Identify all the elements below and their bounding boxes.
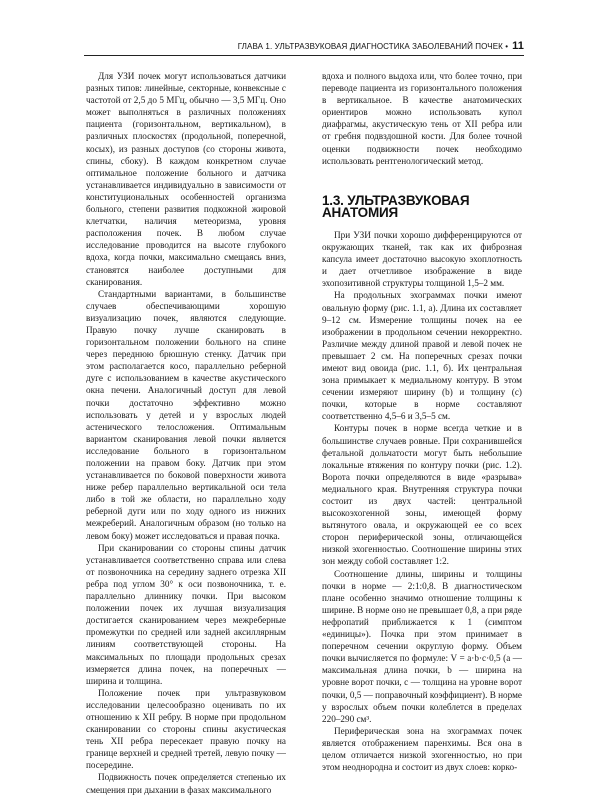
header-rule	[84, 55, 524, 56]
paragraph: Стандартными вариантами, в большинстве случаев обеспечивающими хорошую визуализацию почек, являются следующие. Правую почку лучше сканировать в горизонтальном положении больного на спине через переднюю брюшную стенку. Датчик при этом располагается косо, параллельно реберной дуге с использованием в качестве акустического окна печени. Аналогичный доступ для левой почки достаточно эффективно можно использовать у детей и у взрослых людей астенического телосложения. Оптимальным вариантом сканирования левой почки является исследование больного в горизонтальном положении на правом боку. Датчик при этом устанавливается по боковой поверхности живота ниже ребер параллельно вертикальной оси тела либо в той же области, но параллельно ходу реберной дуги или по ходу одного из нижних межреберий. Аналогичным образом (но только на левом боку) может исследоваться и правая почка.	[86, 288, 286, 541]
header-text	[238, 40, 524, 52]
right-column	[322, 70, 522, 773]
paragraph: Соотношение длины, ширины и толщины почки в норме — 2:1:0,8. В диагностическом плане особенно значимо отношение толщины к ширине. В норме оно не превышает 0,8, а при ряде нефропатий приближается к 1 (симптом «единицы»). Почка при этом принимает в поперечном сечении округлую форму. Объем почки вычисляется по формуле: V = a·b·c·0,5 (a — максимальная длина почки, b — ширина на уровне ворот почки, c — толщина на уровне ворот почки, 0,5 — поправочный коэффициент). В норме у взрослых объем почки колеблется в пределах 220–290 см³.	[322, 568, 522, 724]
page-number: 11	[512, 40, 524, 52]
paragraph: При сканировании со стороны спины датчик устанавливается соответственно справа или слева от позвоночника на середину заднего отрезка XII ребра под углом 30° к оси позвоночника, т. е. параллельно длиннику почки. При высоком положении почек их лучшая визуализация достигается сканированием через межреберные промежутки по средней или задней аксиллярным линиям соответствующей стороны. На максимальных по площади продольных срезах измеряется длина почек, на поперечных — ширина и толщина.	[86, 542, 286, 686]
paragraph: На продольных эхограммах почки имеют овальную форму (рис. 1.1, а). Длина их составляет 9–12 см. Измерение толщины почек на ее изображении в продольном сечении некорректно. Различие между длиной правой и левой почек не превышает 2 см. На поперечных срезах почки имеют вид овоида (рис. 1.1, б). Их центральная зона примыкает к медиальному контуру. В этом сечении измеряют ширину (b) и толщину (c) почки, которые в норме составляют соответственно 4,5–6 и 3,5–5 см.	[322, 290, 522, 422]
chapter-title: ГЛАВА 1. УЛЬТРАЗВУКОВАЯ ДИАГНОСТИКА ЗАБОЛЕВАНИЙ ПОЧЕК	[237, 42, 503, 51]
running-header	[84, 40, 524, 60]
paragraph: Периферическая зона на эхограммах почек является отображением паренхимы. Вся она в целом отличается низкой эхогенностью, но при этом неоднородна и состоит из двух слоев: корко-	[322, 725, 522, 773]
section-heading: 1.3. УЛЬТРАЗВУКОВАЯ АНАТОМИЯ	[322, 192, 470, 220]
paragraph: Для УЗИ почек могут использоваться датчики разных типов: линейные, секторные, конвексные с частотой от 2,5 до 5 МГц, обычно — 3,5 МГц. Оно может выполняться в различных положениях пациента (горизонтальном, вертикальном), в различных плоскостях (продольной, поперечной, косых), из разных доступов (со стороны живота, спины, сбоку). В каждом конкретном случае оптимальное положение больного и датчика устанавливается индивидуально в зависимости от конституциональных особенностей организма больного, степени развития подкожной жировой клетчатки, наличия метеоризма, уровня расположения почек. В любом случае исследование проводится на высоте глубокого вдоха, когда почки, максимально смещаясь вниз, становятся наиболее доступными для сканирования.	[86, 71, 286, 287]
paragraph-continued: вдоха и полного выдоха или, что более точно, при переводе пациента из горизонтального положения в вертикальное. В качестве анатомических ориентиров можно использовать купол диафрагмы, акустическую тень от XII ребра или от гребня подвздошной кости. Для более точной оценки подвижности почек необходимо использовать рентгенологический метод.	[322, 71, 522, 166]
paragraph: Контуры почек в норме всегда четкие и в большинстве случаев ровные. При сохранившейся фетальной дольчатости могут быть небольшие локальные втяжения по контуру почки (рис. 1.2). Ворота почки определяются в виде «разрыва» медиального края. Внутренняя структура почки состоит из двух частей: центральной высокоэхогенной зоны, имеющей форму вытянутого овала, и окружающей ее со всех сторон периферической зоны, отличающейся низкой эхогенностью. Соотношение ширины этих зон между собой составляет 1:2.	[322, 423, 522, 567]
left-column	[86, 70, 286, 796]
paragraph: Подвижность почек определяется степенью их смещения при дыхании в фазах максимального	[86, 772, 286, 795]
paragraph: Положение почек при ультразвуковом исследовании целесообразно оценивать по их отношению к XII ребру. В норме при продольном сканировании со стороны спины акустическая тень XII ребра пересекает правую почку на границе верхней и средней третей, левую почку — посередине.	[86, 687, 286, 771]
paragraph: При УЗИ почки хорошо дифференцируются от окружающих тканей, так как их фиброзная капсула имеет достаточно высокую эхоплотность и дает отчетливое изображение в виде эхопозитивной структуры толщиной 1,5–2 мм.	[322, 229, 522, 289]
header-bullet: •	[505, 42, 509, 51]
